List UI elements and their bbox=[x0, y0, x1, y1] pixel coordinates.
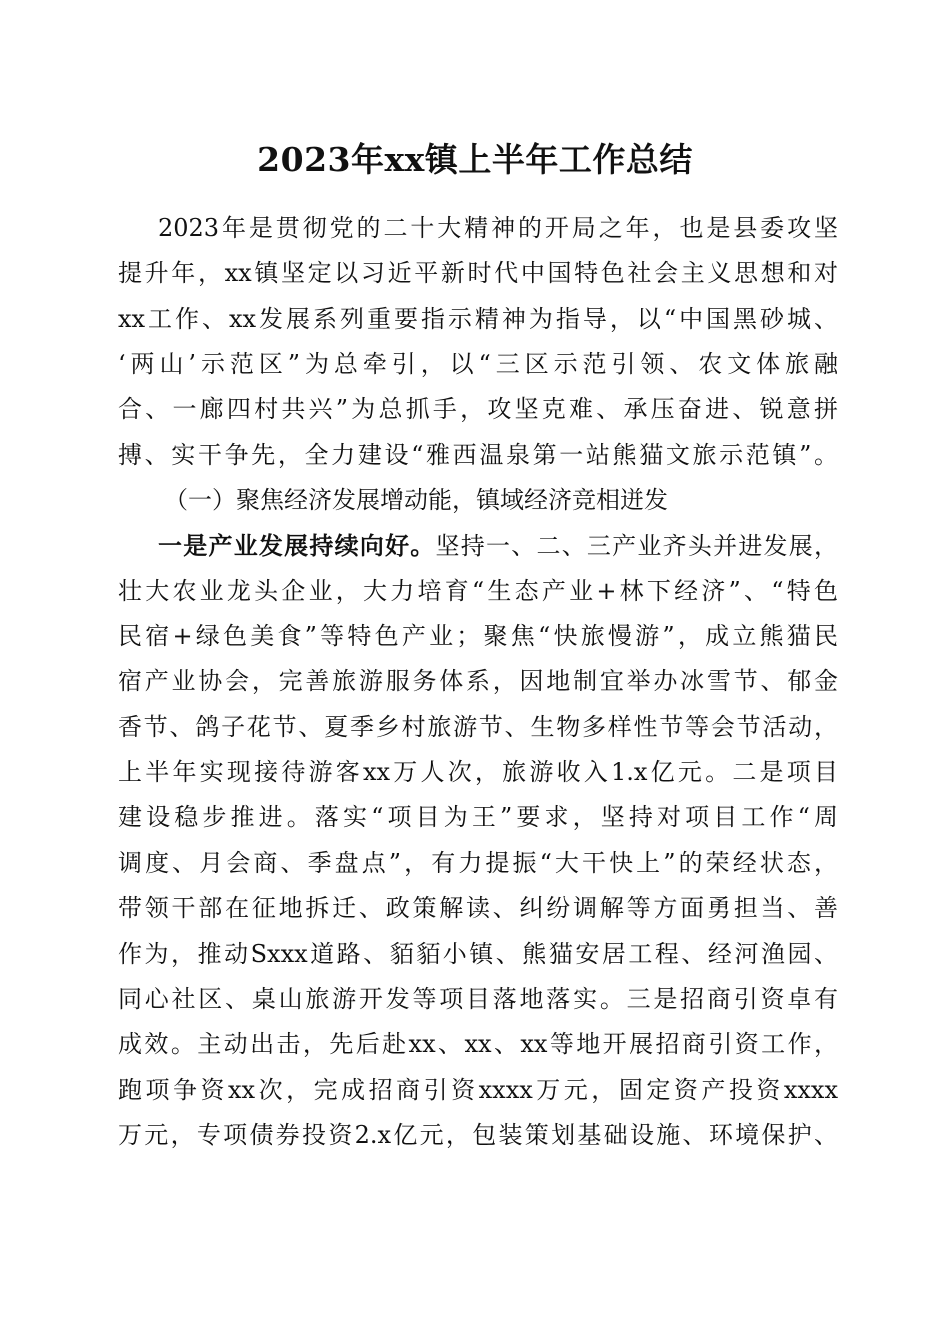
text-line bbox=[118, 523, 838, 568]
text-line: 2023年是贯彻党的二十大精神的开局之年，也是县委攻坚 bbox=[158, 214, 838, 242]
text-line: 带领干部在征地拆迁、政策解读、纠纷调解等方面勇担当、善 bbox=[118, 894, 838, 923]
section-heading: （一）聚焦经济发展增动能，镇域经济竞相迸发 bbox=[164, 486, 668, 515]
text-line: 香节、鸽子花节、夏季乡村旅游节、生物多样性节等会节活动， bbox=[118, 712, 838, 741]
intro-paragraph bbox=[118, 206, 838, 478]
text-line: xx工作、xx发展系列重要指示精神为指导，以“中国黑砂城、 bbox=[118, 304, 838, 333]
text-line: 跑项争资xx次，完成招商引资xxxx万元，固定资产投资xxxx bbox=[118, 1075, 838, 1104]
text-line: 合、一廊四村共兴”为总抓手，攻坚克难、承压奋进、锐意拼 bbox=[118, 395, 838, 424]
text-line: 作为，推动Sxxx道路、貊貊小镇、熊猫安居工程、经河渔园、 bbox=[118, 939, 838, 968]
document-title: 2023年xx镇上半年工作总结 bbox=[257, 140, 693, 179]
text-line: 上半年实现接待游客xx万人次，旅游收入1.x亿元。二是项目 bbox=[118, 758, 838, 787]
economy-paragraph bbox=[118, 523, 838, 1158]
text-fragment: 坚持一、二、三产业齐头并进发展， bbox=[435, 532, 838, 561]
text-line: ‘两山’示范区”为总牵引，以“三区示范引领、农文体旅融 bbox=[118, 350, 838, 379]
text-line: 调度、月会商、季盘点”，有力提振“大干快上”的荣经状态， bbox=[118, 848, 838, 877]
lead-phrase: 一是产业发展持续向好。 bbox=[158, 531, 436, 561]
text-line: 民宿+绿色美食”等特色产业；聚焦“快旅慢游”，成立熊猫民 bbox=[118, 622, 838, 651]
text-line: 搏、实干争先，全力建设“雅西温泉第一站熊猫文旅示范镇”。 bbox=[118, 440, 838, 469]
document-body bbox=[118, 206, 838, 1158]
text-line: 同心社区、桌山旅游开发等项目落地落实。三是招商引资卓有 bbox=[118, 984, 838, 1013]
text-line: 万元，专项债券投资2.x亿元，包装策划基础设施、环境保护、 bbox=[118, 1120, 838, 1149]
text-line: 壮大农业龙头企业，大力培育“生态产业+林下经济”、“特色 bbox=[118, 576, 838, 605]
text-line: 宿产业协会，完善旅游服务体系，因地制宜举办冰雪节、郁金 bbox=[118, 667, 838, 696]
text-line: 建设稳步推进。落实“项目为王”要求，坚持对项目工作“周 bbox=[118, 803, 838, 832]
text-line: 成效。主动出击，先后赴xx、xx、xx等地开展招商引资工作， bbox=[118, 1030, 838, 1059]
text-line: 提升年，xx镇坚定以习近平新时代中国特色社会主义思想和对 bbox=[118, 259, 838, 288]
